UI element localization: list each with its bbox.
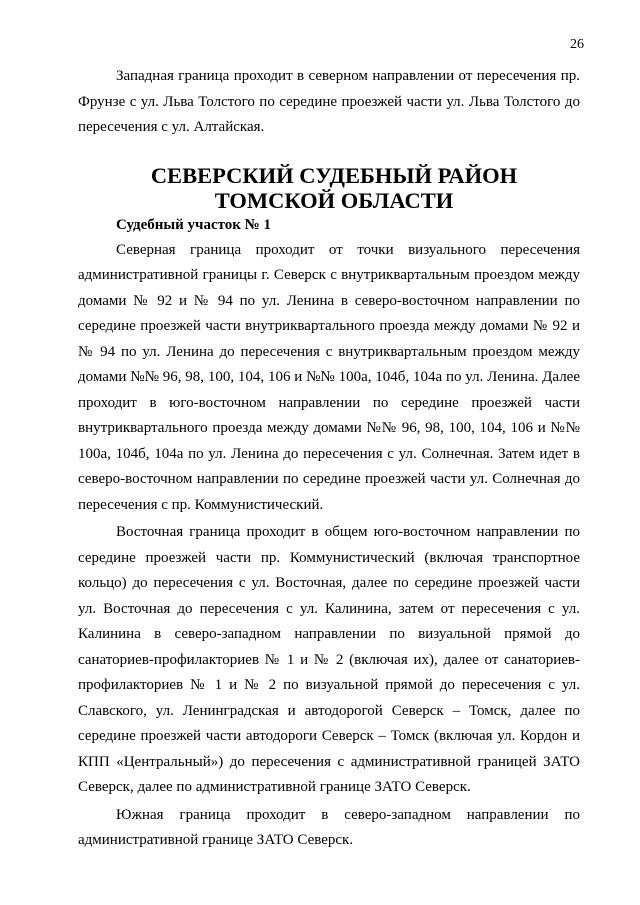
document-body — [78, 64, 580, 854]
south-boundary-paragraph: Южная граница проходит в северо-западном направлении по административной границе ЗАТО Северск. — [78, 806, 580, 848]
page-number: 26 — [570, 37, 584, 52]
north-boundary-paragraph: Северная граница проходит от точки визуального пересечения административной границы г. Северск с внутриквартальным проездом между домами № 92 и № 94 по ул. Ленина в северо-восточном направлении по середине проезжей части внутриквартального проезда между домами № 92 и № 94 по ул. Ленина до пересечения с внутриквартальным проездом между домами №№ 96, 98, 100, 104, 106 и №№ 100а, 104б, 104а по ул. Ленина. Далее проходит в юго-восточном направлении по середине проезжей части внутриквартального проезда между домами №№ 96, 98, 100, 104, 106 и №№ 100а, 104б, 104а по ул. Ленина до пересечения с ул. Солнечная. Затем идет в северо-восточном направлении по середине проезжей части ул. Солнечная до пересечения с пр. Коммунистический. — [78, 241, 580, 513]
intro-paragraph: Западная граница проходит в северном направлении от пересечения пр. Фрунзе с ул. Льва Толстого по середине проезжей части ул. Льва Толстого до пересечения с ул. Алтайская. — [78, 68, 580, 135]
section-title: СЕВЕРСКИЙ СУДЕБНЫЙ РАЙОН ТОМСКОЙ ОБЛАСТИ — [150, 162, 518, 213]
east-boundary-paragraph: Восточная граница проходит в общем юго-восточном направлении по середине проезжей части пр. Коммунистический (включая транспортное кольцо) до пересечения с ул. Восточная, далее по середине проезжей части ул. Восточная до пересечения с ул. Калинина, затем от пересечения с ул. Калинина в северо-западном направлении по визуальной прямой до санаториев-профилакториев № 1 и № 2 (включая их), далее от санаториев-профилакториев № 1 и № 2 по визуальной прямой до пересечения с ул. Славского, ул. Ленинградская и автодорогой Северск – Томск, далее по середине проезжей части автодороги Северск – Томск (включая ул. Кордон и КПП «Центральный») до пересечения с административной границей ЗАТО Северск, далее по административной границе ЗАТО Северск. — [78, 524, 580, 795]
section-subtitle: Судебный участок № 1 — [116, 216, 272, 233]
